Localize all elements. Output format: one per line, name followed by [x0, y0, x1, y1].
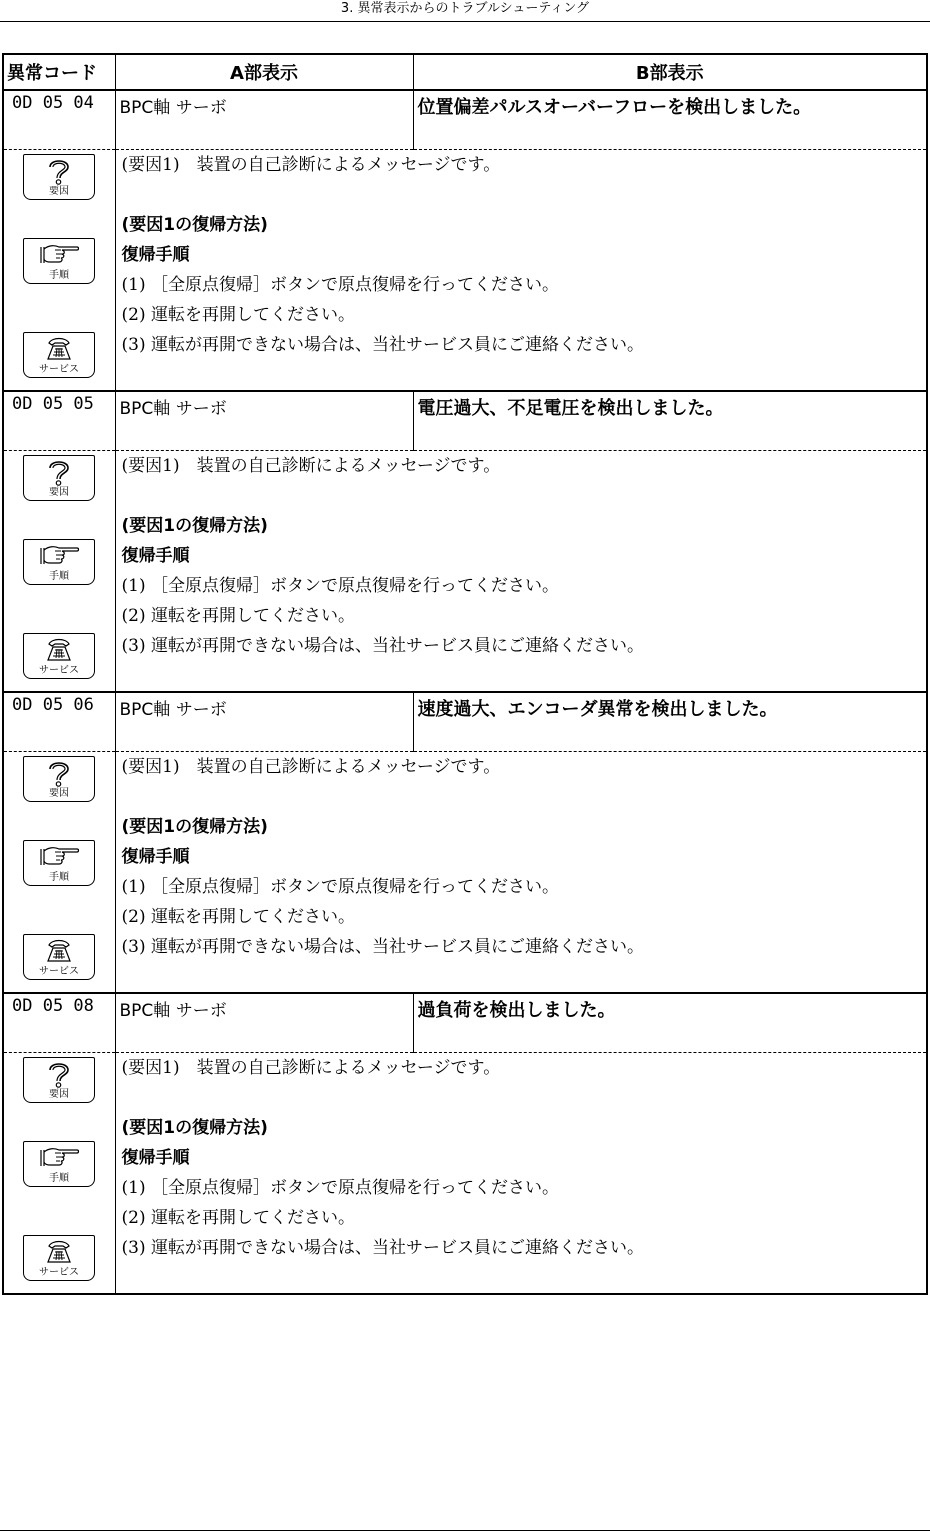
procedure-icon: [23, 539, 95, 585]
cause-icon-label: 要因: [49, 1089, 69, 1100]
recovery-instructions: [115, 150, 927, 392]
icon-column: [3, 1053, 115, 1295]
step-3: (3) 運転が再開できない場合は、当社サービス員にご連絡ください。: [121, 937, 644, 957]
step-2: (2) 運転を再開してください。: [121, 907, 355, 927]
procedure-icon: [23, 238, 95, 284]
procedure-title: 復帰手順: [121, 1148, 190, 1168]
column-header-a: A部表示: [115, 54, 413, 90]
cause-icon-label: 要因: [49, 186, 69, 197]
b-display: 電圧過大、不足電圧を検出しました。: [413, 391, 927, 451]
pointing-hand-icon: [37, 241, 81, 267]
step-3: (3) 運転が再開できない場合は、当社サービス員にご連絡ください。: [121, 636, 644, 656]
step-2: (2) 運転を再開してください。: [121, 1208, 355, 1228]
telephone-icon: [44, 335, 74, 363]
cause-text: (要因1) 装置の自己診断によるメッセージです。: [121, 1058, 501, 1078]
error-detail-row: [3, 451, 927, 693]
table-body: [3, 90, 927, 1294]
cause-icon-label: 要因: [49, 788, 69, 799]
error-detail-row: [3, 752, 927, 994]
procedure-title: 復帰手順: [121, 245, 190, 265]
spacer: [122, 180, 927, 210]
service-icon-label: サービス: [39, 364, 79, 375]
spacer: [122, 1083, 927, 1113]
pointing-hand-icon: [37, 1144, 81, 1170]
question-mark-icon: [41, 157, 77, 185]
step-3: (3) 運転が再開できない場合は、当社サービス員にご連絡ください。: [121, 335, 644, 355]
footer-rule: [0, 1530, 930, 1531]
procedure-title: 復帰手順: [121, 546, 190, 566]
error-row: [3, 993, 927, 1053]
cause-text: (要因1) 装置の自己診断によるメッセージです。: [121, 155, 501, 175]
a-display: BPC軸 サーボ: [115, 692, 413, 752]
procedure-icon: [23, 1141, 95, 1187]
error-code-table: [2, 53, 928, 1295]
cause-icon-label: 要因: [49, 487, 69, 498]
telephone-icon: [44, 636, 74, 664]
recovery-title: (要因1の復帰方法): [121, 1118, 268, 1138]
table-header-row: [3, 54, 927, 90]
icon-column: [3, 451, 115, 693]
column-header-code: 異常コード: [3, 54, 115, 90]
cause-icon: [23, 1057, 95, 1103]
b-display: 過負荷を検出しました。: [413, 993, 927, 1053]
procedure-icon-label: 手順: [49, 571, 69, 582]
error-code: 0D 05 08: [3, 993, 115, 1053]
telephone-icon: [44, 1238, 74, 1266]
recovery-instructions: [115, 752, 927, 994]
service-icon-label: サービス: [39, 1267, 79, 1278]
procedure-icon-label: 手順: [49, 1173, 69, 1184]
error-row: [3, 391, 927, 451]
telephone-icon: [44, 937, 74, 965]
cause-icon: [23, 154, 95, 200]
procedure-title: 復帰手順: [121, 847, 190, 867]
service-icon-label: サービス: [39, 966, 79, 977]
page-title: 3. 異常表示からのトラブルシューティング: [340, 1, 590, 16]
procedure-icon-label: 手順: [49, 872, 69, 883]
procedure-icon-label: 手順: [49, 270, 69, 281]
page-header: [0, 0, 930, 22]
service-icon: [23, 633, 95, 679]
step-2: (2) 運転を再開してください。: [121, 606, 355, 626]
cause-icon: [23, 455, 95, 501]
service-icon: [23, 1235, 95, 1281]
recovery-instructions: [115, 1053, 927, 1295]
step-1: (1) ［全原点復帰］ボタンで原点復帰を行ってください。: [121, 576, 559, 596]
step-1: (1) ［全原点復帰］ボタンで原点復帰を行ってください。: [121, 275, 559, 295]
error-detail-row: [3, 1053, 927, 1295]
step-1: (1) ［全原点復帰］ボタンで原点復帰を行ってください。: [121, 1178, 559, 1198]
spacer: [122, 481, 927, 511]
b-display: 速度過大、エンコーダ異常を検出しました。: [413, 692, 927, 752]
pointing-hand-icon: [37, 542, 81, 568]
pointing-hand-icon: [37, 843, 81, 869]
step-1: (1) ［全原点復帰］ボタンで原点復帰を行ってください。: [121, 877, 559, 897]
recovery-title: (要因1の復帰方法): [121, 516, 268, 536]
cause-icon: [23, 756, 95, 802]
icon-column: [3, 150, 115, 392]
service-icon: [23, 934, 95, 980]
b-display: 位置偏差パルスオーバーフローを検出しました。: [413, 90, 927, 150]
error-code: 0D 05 05: [3, 391, 115, 451]
service-icon-label: サービス: [39, 665, 79, 676]
column-header-b: B部表示: [413, 54, 927, 90]
error-row: [3, 90, 927, 150]
cause-text: (要因1) 装置の自己診断によるメッセージです。: [121, 456, 501, 476]
step-3: (3) 運転が再開できない場合は、当社サービス員にご連絡ください。: [121, 1238, 644, 1258]
error-code: 0D 05 06: [3, 692, 115, 752]
cause-text: (要因1) 装置の自己診断によるメッセージです。: [121, 757, 501, 777]
service-icon: [23, 332, 95, 378]
icon-column: [3, 752, 115, 994]
spacer: [122, 782, 927, 812]
a-display: BPC軸 サーボ: [115, 90, 413, 150]
procedure-icon: [23, 840, 95, 886]
question-mark-icon: [41, 458, 77, 486]
a-display: BPC軸 サーボ: [115, 391, 413, 451]
error-row: [3, 692, 927, 752]
question-mark-icon: [41, 759, 77, 787]
error-detail-row: [3, 150, 927, 392]
step-2: (2) 運転を再開してください。: [121, 305, 355, 325]
question-mark-icon: [41, 1060, 77, 1088]
a-display: BPC軸 サーボ: [115, 993, 413, 1053]
recovery-title: (要因1の復帰方法): [121, 215, 268, 235]
recovery-title: (要因1の復帰方法): [121, 817, 268, 837]
error-code: 0D 05 04: [3, 90, 115, 150]
recovery-instructions: [115, 451, 927, 693]
